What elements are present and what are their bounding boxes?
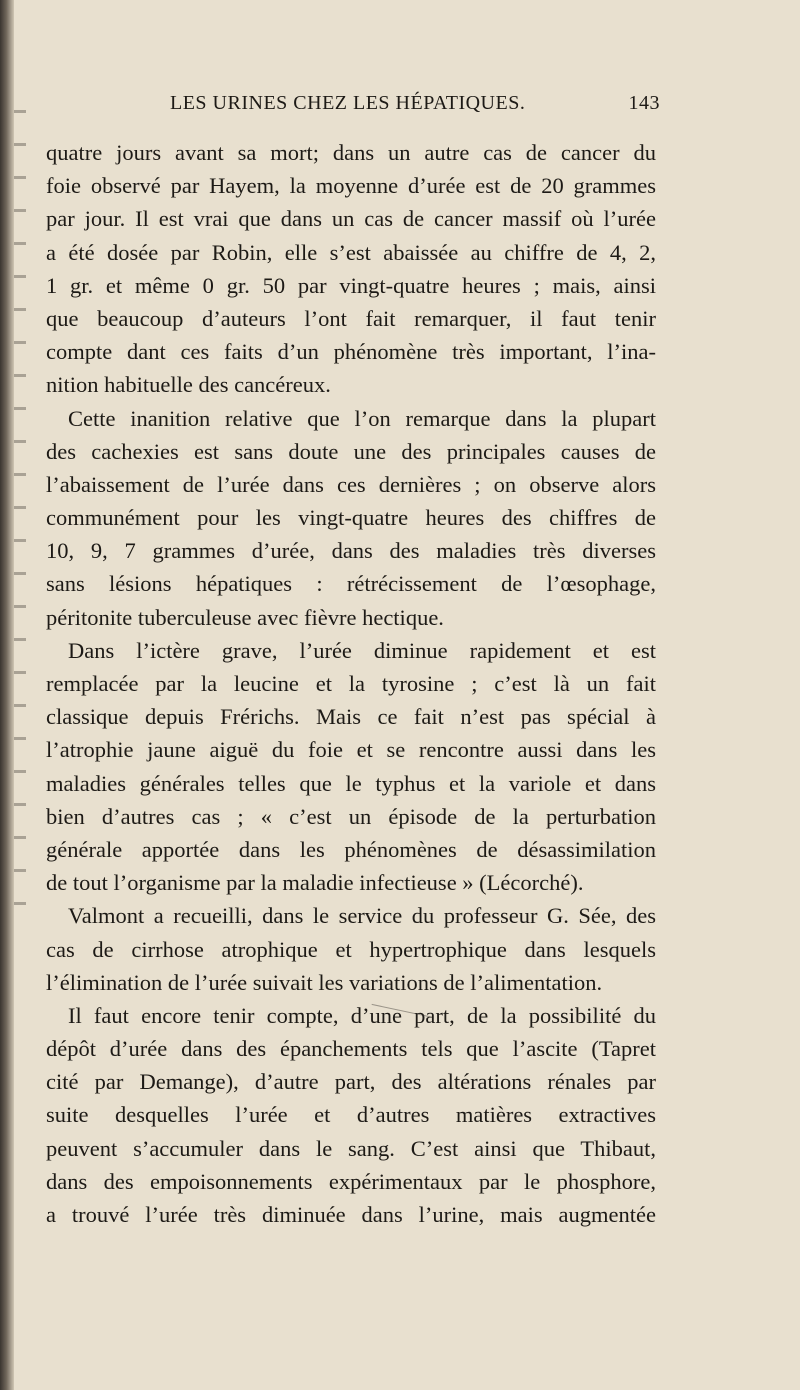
text-line: dans des empoisonnements expérimentaux par le phosphore, (46, 1168, 656, 1194)
text-line: remplacée par la leucine et la tyrosine ; c’est là un fait (46, 671, 656, 696)
text-line: compte dant ces faits d’un phénomène très important, l’ina- (46, 339, 656, 365)
text-line: péritonite tuberculeuse avec fièvre hectique. (46, 604, 444, 630)
text-line: des cachexies est sans doute une des principales causes de (46, 438, 656, 464)
text-line: dépôt d’urée dans des épanchements tels que l’ascite (Tapret (46, 1036, 656, 1062)
text-line: nition habituelle des cancéreux. (46, 372, 331, 398)
text-line: bien d’autres cas ; « c’est un épisode de la perturbation (46, 803, 656, 829)
text-line: foie observé par Hayem, la moyenne d’urée est de 20 grammes (46, 173, 656, 199)
paragraph-start-line: Valmont a recueilli, dans le service du professeur G. Sée, des (68, 903, 656, 929)
text-line: générale apportée dans les phénomènes de désassimilation (46, 836, 656, 862)
text-line: 1 gr. et même 0 gr. 50 par vingt-quatre heures ; mais, ainsi (46, 272, 656, 298)
text-line: de tout l’organisme par la maladie infectieuse » (Lécorché). (46, 870, 584, 896)
text-line: cité par Demange), d’autre part, des altérations rénales par (46, 1069, 656, 1095)
running-header (170, 92, 660, 115)
text-line: communément pour les vingt-quatre heures des chiffres de (46, 505, 656, 531)
text-line: 10, 9, 7 grammes d’urée, dans des maladies très diverses (46, 538, 656, 564)
text-line: l’atrophie jaune aiguë du foie et se rencontre aussi dans les (46, 737, 656, 763)
gutter-shadow (14, 110, 26, 910)
text-line: par jour. Il est vrai que dans un cas de cancer massif où l’urée (46, 206, 656, 232)
text-line: maladies générales telles que le typhus et la variole et dans (46, 770, 656, 796)
text-line: l’abaissement de l’urée dans ces dernières ; on observe alors (46, 471, 656, 497)
text-line: cas de cirrhose atrophique et hypertrophique dans lesquels (46, 936, 656, 962)
text-line: l’élimination de l’urée suivait les variations de l’alimentation. (46, 969, 603, 995)
running-title: LES URINES CHEZ LES HÉPATIQUES. (170, 92, 526, 114)
page-binding-edge (0, 0, 14, 1390)
body-text (46, 136, 656, 1231)
paragraph-start-line: Dans l’ictère grave, l’urée diminue rapidement et est (68, 637, 656, 663)
text-line: peuvent s’accumuler dans le sang. C’est ainsi que Thibaut, (46, 1135, 656, 1161)
page-number: 143 (628, 92, 660, 114)
text-line: a été dosée par Robin, elle s’est abaissée au chiffre de 4, 2, (46, 239, 656, 265)
paragraph-start-line: Il faut encore tenir compte, d’une part, de la possibilité du (68, 1002, 656, 1028)
text-line: sans lésions hépatiques : rétrécissement de l’œsophage, (46, 571, 656, 597)
text-line: quatre jours avant sa mort; dans un autre cas de cancer du (46, 140, 656, 165)
text-line: classique depuis Frérichs. Mais ce fait n’est pas spécial à (46, 704, 656, 730)
text-line: suite desquelles l’urée et d’autres matières extractives (46, 1102, 656, 1128)
text-line: a trouvé l’urée très diminuée dans l’urine, mais augmentée (46, 1202, 656, 1227)
text-line: que beaucoup d’auteurs l’ont fait remarquer, il faut tenir (46, 305, 656, 331)
paragraph-start-line: Cette inanition relative que l’on remarque dans la plupart (68, 405, 656, 431)
